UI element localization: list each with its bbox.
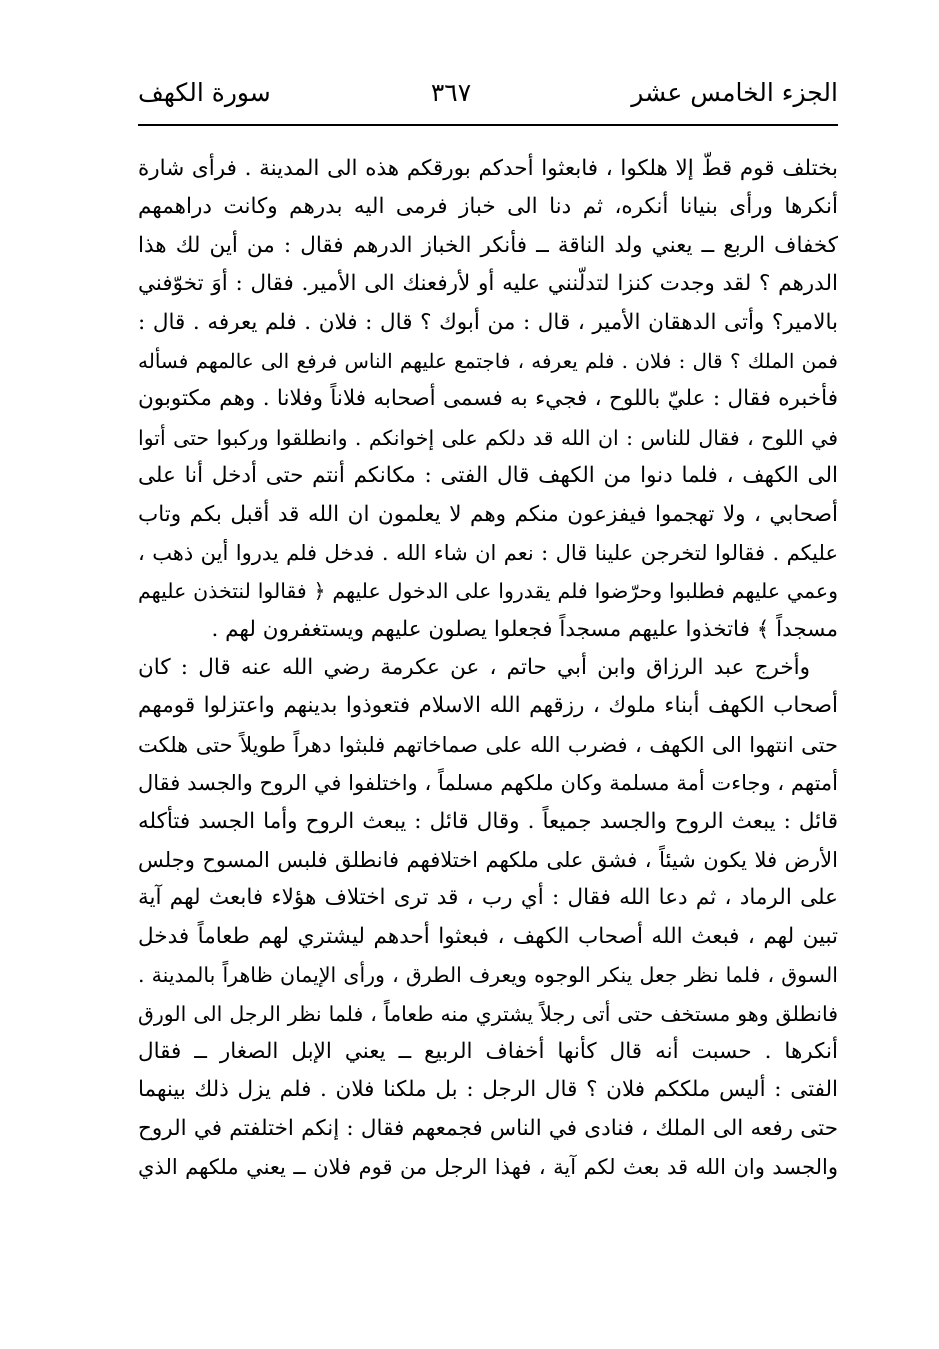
text-line: أمتهم ، وجاءت أمة مسلمة وكان ملكهم مسلماً ، واختلفوا في الروح والجسد فقال [138,771,838,796]
header-rule [138,124,838,126]
text-line-paragraph-end: مسجداً ﴾ فاتخذوا عليهم مسجداً فجعلوا يصلون عليهم ويستغفرون لهم . [211,616,838,642]
page-number: ٣٦٧ [430,78,472,107]
text-line: وعمي عليهم فطلبوا وحرّضوا فلم يقدروا على الدخول عليهم ﴿ فقالوا لنتخذن عليهم [138,579,838,604]
text-line: الدرهم ؟ لقد وجدت كنزا لتدلّنني عليه أو لأرفعنك الى الأمير. فقال : أوَ تخوّفني [138,271,838,297]
header-part-title: الجزء الخامس عشر [631,78,838,107]
text-line: فمن الملك ؟ قال : فلان . فلم يعرفه ، فاجتمع عليهم الناس فرفع الى عالمهم فسأله [138,348,838,373]
text-line: أصحاب الكهف أبناء ملوك ، رزقهم الله الاسلام فتعوذوا بدينهم واعتزلوا قومهم [138,693,838,719]
text-line: أنكرها ورأى بنيانا أنكره، ثم دنا الى خباز فرمى اليه بدرهم وكانت دراهمهم [138,194,838,220]
text-line: فانطلق وهو مستخف حتى أتى رجلاً يشتري منه طعاماً ، فلما نظر الرجل الى الورق [138,1001,838,1026]
text-line: بختلف قوم قطّ إلا هلكوا ، فابعثوا أحدكم بورقكم هذه الى المدينة . فرأى شارة [138,156,838,181]
text-line: السوق ، فلما نظر جعل ينكر الوجوه ويعرف الطرق ، ورأى الإيمان ظاهراً بالمدينة . [138,963,838,988]
text-line: على الرماد ، ثم دعا الله فقال : أي رب ، قد ترى اختلاف هؤلاء فابعث لهم آية [138,885,838,911]
text-line: تبين لهم ، فبعث الله أصحاب الكهف ، فبعثوا أحدهم ليشتري لهم طعاماً فدخل [138,923,838,949]
text-line: والجسد وان الله قد بعث لكم آية ، فهذا الرجل من قوم فلان ــ يعني ملكهم الذي [138,1155,838,1180]
text-line: الى الكهف ، فلما دنوا من الكهف قال الفتى : مكانكم أنتم حتى أدخل أنا على [138,463,838,489]
text-line: أصحابي ، ولا تهجموا فيفزعون منكم وهم لا يعلمون ان الله قد أقبل بكم وتاب [138,501,838,527]
text-line: حتى رفعه الى الملك ، فنادى في الناس فجمعهم فقال : إنكم اختلفتم في الروح [138,1115,838,1141]
text-line: قائل : يبعث الروح والجسد جميعاً . وقال قائل : يبعث الروح وأما الجسد فتأكله [138,808,838,834]
text-line: بالامير؟ وأتى الدهقان الأمير ، قال : من أبوك ؟ قال : فلان . فلم يعرفه . قال : [138,309,838,335]
running-header [138,78,838,118]
body-text [138,150,838,1187]
header-surah-title: سورة الكهف [138,78,271,107]
text-line: في اللوح ، فقال للناس : ان الله قد دلكم على إخوانكم . وانطلقوا وركبوا حتى أتوا [138,425,838,450]
text-line: حتى انتهوا الى الكهف ، فضرب الله على صماخاتهم فلبثوا دهراً طويلاً حتى هلكت [138,732,838,757]
text-line: الفتى : أليس ملككم فلان ؟ قال الرجل : بل ملكنا فلان . فلم يزل ذلك بينهما [138,1077,838,1103]
text-line-paragraph-start: وأخرج عبد الرزاق وابن أبي حاتم ، عن عكرمة رضي الله عنه قال : كان [138,655,810,681]
text-line: كخفاف الربع ــ يعني ولد الناقة ــ فأنكر الخباز الدرهم فقال : من أين لك هذا [138,232,838,258]
text-line: أنكرها . حسبت أنه قال كأنها أخفاف الربيع ــ يعني الإبل الصغار ــ فقال [138,1038,838,1064]
text-line: الأرض فلا يكون شيئاً ، فشق على ملكهم اختلافهم فانطلق فلبس المسوح وجلس [138,848,838,873]
text-line: فأخبره فقال : عليّ باللوح ، فجيء به فسمى أصحابه فلاناً وفلانا . وهم مكتوبون [138,386,838,412]
text-line: عليكم . فقالوا لتخرجن علينا قال : نعم ان شاء الله . فدخل فلم يدروا أين ذهب ، [138,540,838,565]
